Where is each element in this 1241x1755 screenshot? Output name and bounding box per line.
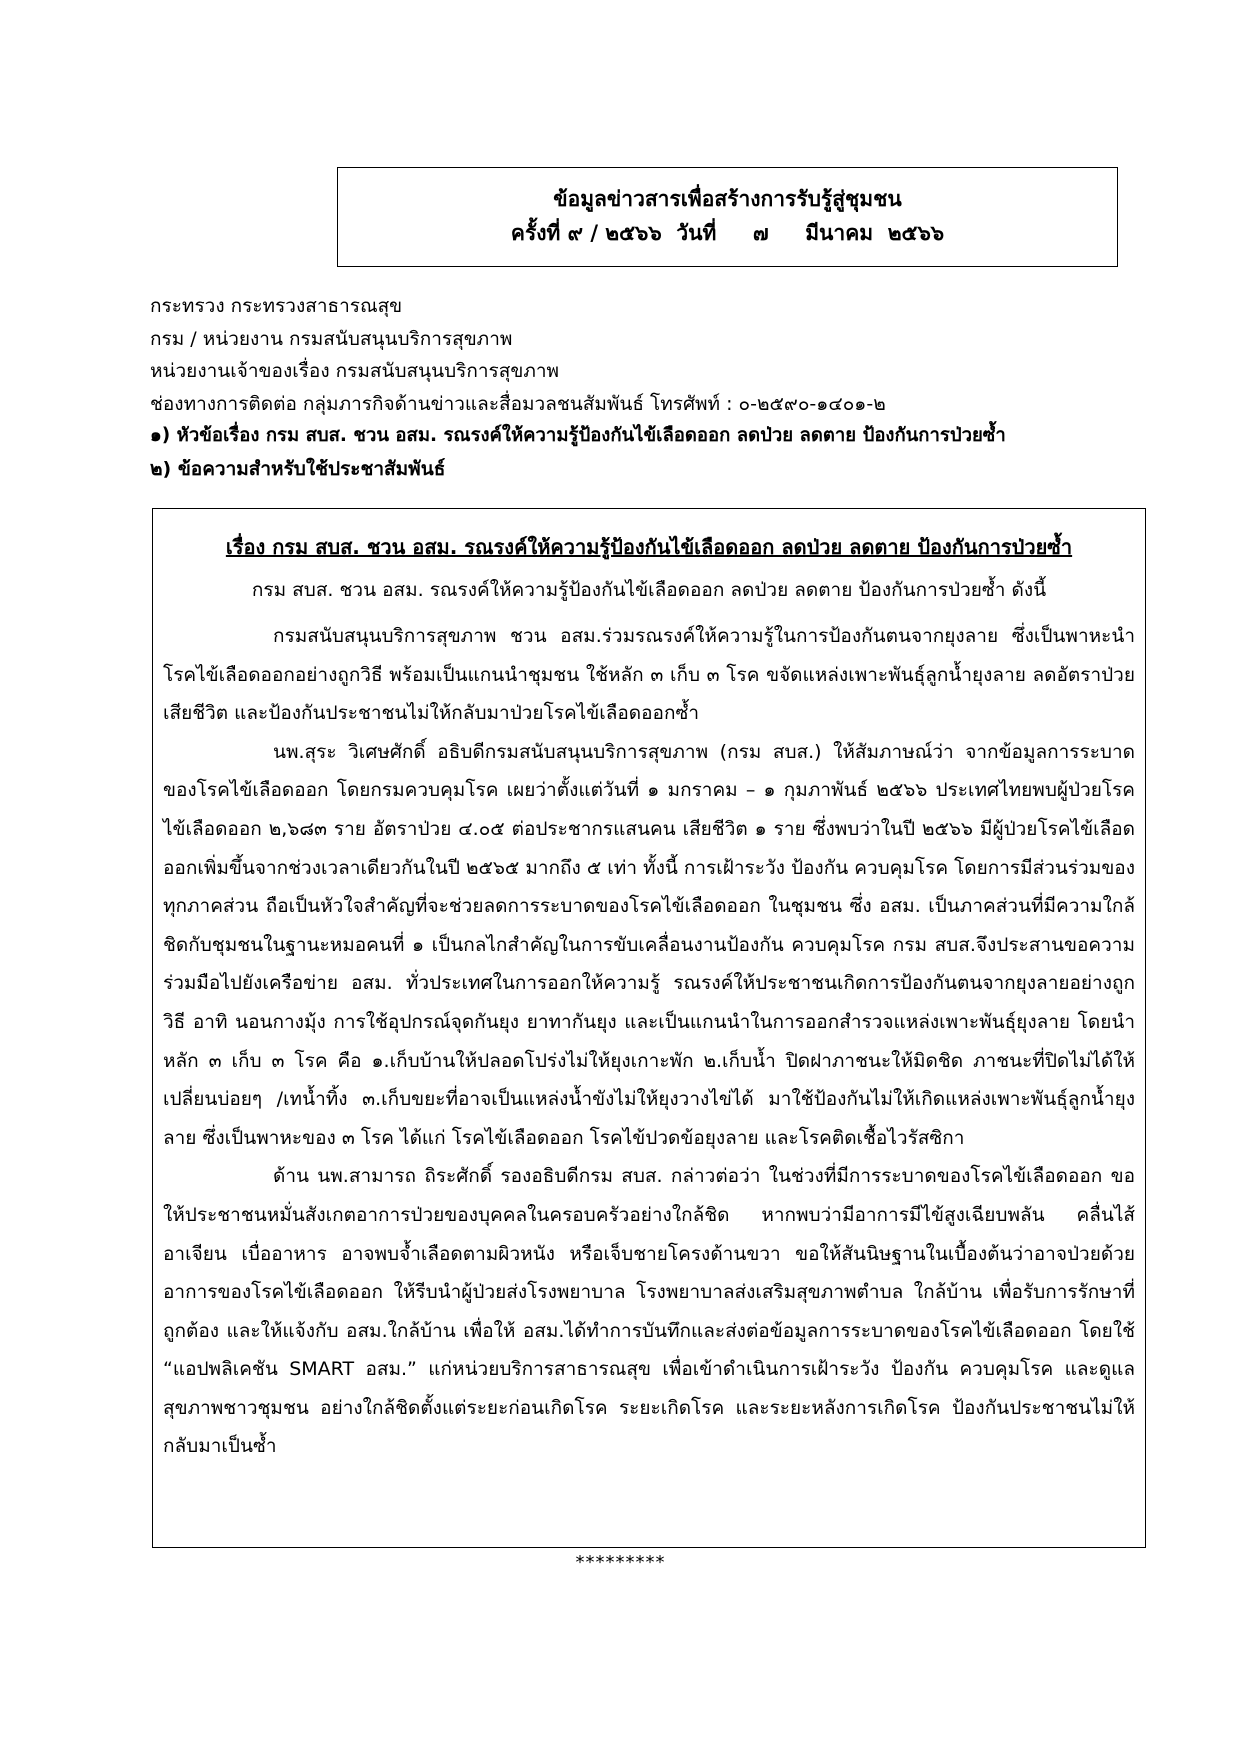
end-mark: ********* (575, 1552, 666, 1573)
department-line: กรม / หน่วยงาน กรมสนับสนุนบริการสุขภาพ (150, 327, 513, 350)
topic-line: ๑) หัวข้อเรื่อง กรม สบส. ชวน อสม. รณรงค์ให้ความรู้ป้องกันไข้เลือดออก ลดป่วย ลดตาย ป้องกันการป่วยซ้ำ (150, 425, 1006, 446)
header-box (337, 167, 1118, 267)
paragraph: ด้าน นพ.สามารถ ถิระศักดิ์ รองอธิบดีกรม สบส. กล่าวต่อว่า ในช่วงที่มีการระบาดของโรคไข้เลือดออก ขอให้ประชาชนหมั่นสังเกตอาการป่วยของบุคคลในครอบครัวอย่างใกล้ชิด หากพบว่ามีอาการมีไข้สูงเฉียบพลัน คลื่นไส้ อาเจียน เบื่ออาหาร อาจพบจ้ำเลือดตามผิวหนัง หรือเจ็บชายโครงด้านขวา ขอให้สันนิษฐานในเบื้องต้นว่าอาจป่วยด้วยอาการของโรคไข้เลือดออก ให้รีบนำผู้ป่วยส่งโรงพยาบาล โรงพยาบาลส่งเสริมสุขภาพตำบล ใกล้บ้าน เพื่อรับการรักษาที่ถูกต้อง และให้แจ้งกับ อสม.ใกล้บ้าน เพื่อให้ อสม.ได้ทำการบันทึกและส่งต่อข้อมูลการระบาดของโรคไข้เลือดออก โดยใช้ “แอปพลิเคชัน SMART อสม.” แก่หน่วยบริการสาธารณสุข เพื่อเข้าดำเนินการเฝ้าระวัง ป้องกัน ควบคุมโรค และดูแลสุขภาพชาวชุมชน อย่างใกล้ชิดตั้งแต่ระยะก่อนเกิดโรค ระยะเกิดโรค และระยะหลังการเกิดโรค ป้องกันประชาชนไม่ให้กลับมาเป็นซ้ำ (163, 1165, 1135, 1458)
contact-line: ช่องทางการติดต่อ กลุ่มภารกิจด้านข่าวและสื่อมวลชนสัมพันธ์ โทรศัพท์ : ๐-๒๕๙๐-๑๔๐๑-๒ (150, 392, 886, 415)
header-title: ข้อมูลข่าวสารเพื่อสร้างการรับรู้สู่ชุมชน (553, 187, 902, 211)
story-title: เรื่อง กรม สบส. ชวน อสม. รณรงค์ให้ความรู้ป้องกันไข้เลือดออก ลดป่วย ลดตาย ป้องกันการป่วยซ้ำ (225, 535, 1073, 559)
header-issue: ครั้งที่ ๙ / ๒๕๖๖ วันที่ ๗ มีนาคม ๒๕๖๖ (510, 221, 945, 245)
paragraph: กรมสนับสนุนบริการสุขภาพ ชวน อสม.ร่วมรณรงค์ให้ความรู้ในการป้องกันตนจากยุงลาย ซึ่งเป็นพาหะนำโรคไข้เลือดออกอย่างถูกวิธี พร้อมเป็นแกนนำชุมชน ใช้หลัก ๓ เก็บ ๓ โรค ขจัดแหล่งเพาะพันธุ์ลูกน้ำยุงลาย ลดอัตราป่วย เสียชีวิต และป้องกันประชาชนไม่ให้กลับมาป่วยโรคไข้เลือดออกซ้ำ (163, 625, 1135, 725)
message-label: ๒) ข้อความสำหรับใช้ประชาสัมพันธ์ (150, 457, 446, 480)
content-box (152, 508, 1146, 1548)
info-section (150, 290, 1150, 485)
paragraph: นพ.สุระ วิเศษศักดิ์ อธิบดีกรมสนับสนุนบริการสุขภาพ (กรม สบส.) ให้สัมภาษณ์ว่า จากข้อมูลการระบาดของโรคไข้เลือดออก โดยกรมควบคุมโรค เผยว่าตั้งแต่วันที่ ๑ มกราคม – ๑ กุมภาพันธ์ ๒๕๖๖ ประเทศไทยพบผู้ป่วยโรคไข้เลือดออก ๒,๖๘๓ ราย อัตราป่วย ๔.๐๕ ต่อประชากรแสนคน เสียชีวิต ๑ ราย ซึ่งพบว่าในปี ๒๕๖๖ มีผู้ป่วยโรคไข้เลือดออกเพิ่มขึ้นจากช่วงเวลาเดียวกันในปี ๒๕๖๕ มากถึง ๕ เท่า ทั้งนี้ การเฝ้าระวัง ป้องกัน ควบคุมโรค โดยการมีส่วนร่วมของทุกภาคส่วน ถือเป็นหัวใจสำคัญที่จะช่วยลดการระบาดของโรคไข้เลือดออก ในชุมชน ซึ่ง อสม. เป็นภาคส่วนที่มีความใกล้ชิดกับชุมชนในฐานะหมอคนที่ ๑ เป็นกลไกสำคัญในการขับเคลื่อนงานป้องกัน ควบคุมโรค กรม สบส.จึงประสานขอความร่วมมือไปยังเครือข่าย อสม. ทั่วประเทศในการออกให้ความรู้ รณรงค์ให้ประชาชนเกิดการป้องกันตนจากยุงลายอย่างถูกวิธี อาทิ นอนกางมุ้ง การใช้อุปกรณ์จุดกันยุง ยาทากันยุง และเป็นแกนนำในการออกสำรวจแหล่งเพาะพันธุ์ยุงลาย โดยนำหลัก ๓ เก็บ ๓ โรค คือ ๑.เก็บบ้านให้ปลอดโปร่งไม่ให้ยุงเกาะพัก ๒.เก็บน้ำ ปิดฝาภาชนะให้มิดชิด ภาชนะที่ปิดไม่ได้ให้เปลี่ยนบ่อยๆ /เทน้ำทิ้ง ๓.เก็บขยะที่อาจเป็นแหล่งน้ำขังไม่ให้ยุงวางไข่ได้ มาใช้ป้องกันไม่ให้เกิดแหล่งเพาะพันธุ์ลูกน้ำยุงลาย ซึ่งเป็นพาหะของ ๓ โรค ได้แก่ โรคไข้เลือดออก โรคไข้ปวดข้อยุงลาย และโรคติดเชื้อไวรัสซิกา (163, 740, 1136, 1149)
ministry-line: กระทรวง กระทรวงสาธารณสุข (150, 295, 403, 317)
owner-line: หน่วยงานเจ้าของเรื่อง กรมสนับสนุนบริการสุขภาพ (150, 360, 560, 382)
story-subtitle: กรม สบส. ชวน อสม. รณรงค์ให้ความรู้ป้องกันไข้เลือดออก ลดป่วย ลดตาย ป้องกันการป่วยซ้ำ ดังนี้ (251, 579, 1047, 601)
